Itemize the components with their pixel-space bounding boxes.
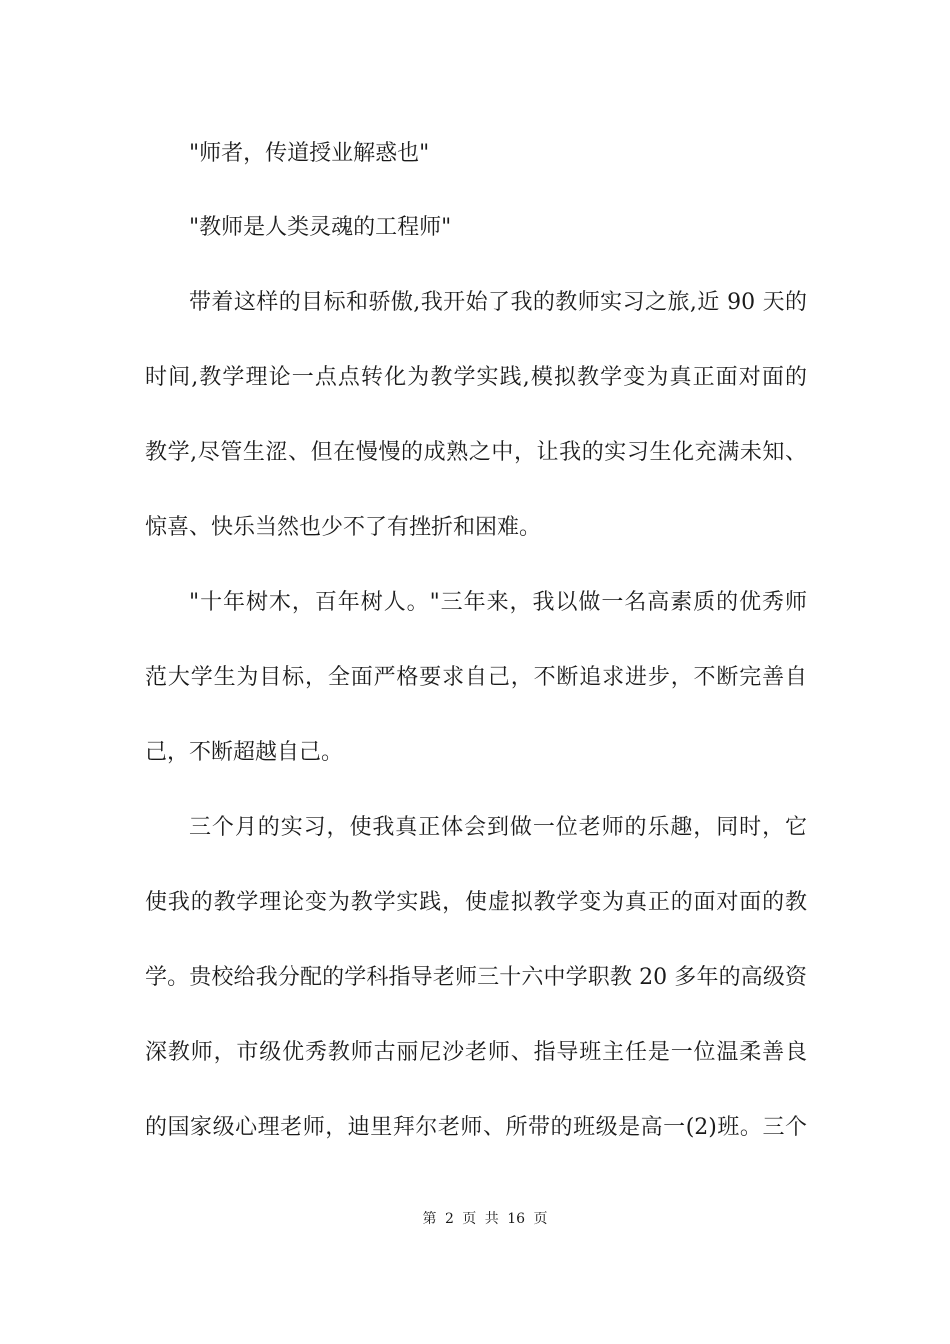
paragraph-line: 带着这样的目标和骄傲,我开始了我的教师实习之旅,近 90 天的 (189, 290, 807, 315)
paragraph-line: 己，不断超越自己。 (145, 740, 344, 765)
paragraph-line: 的国家级心理老师，迪里拜尔老师、所带的班级是高一(2)班。三个 (145, 1115, 807, 1140)
paragraph-line: 范大学生为目标，全面严格要求自己，不断追求进步，不断完善自 (145, 665, 807, 690)
quote-line: "教师是人类灵魂的工程师" (189, 215, 452, 240)
paragraph-line: 教学,尽管生涩、但在慢慢的成熟之中，让我的实习生化充满未知、 (145, 440, 807, 465)
paragraph-line: 三个月的实习，使我真正体会到做一位老师的乐趣，同时，它 (189, 815, 807, 840)
paragraph-line: 使我的教学理论变为教学实践，使虚拟教学变为真正的面对面的教 (145, 890, 807, 915)
quote-line: "师者，传道授业解惑也" (189, 141, 430, 166)
paragraph-line: 深教师，市级优秀教师古丽尼沙老师、指导班主任是一位温柔善良 (145, 1040, 807, 1065)
paragraph-line: 时间,教学理论一点点转化为教学实践,模拟教学变为真正面对面的 (145, 365, 807, 390)
paragraph-line: "十年树木，百年树人。"三年来，我以做一名高素质的优秀师 (189, 590, 807, 615)
paragraph-line: 惊喜、快乐当然也少不了有挫折和困难。 (145, 515, 542, 540)
paragraph-line: 学。贵校给我分配的学科指导老师三十六中学职教 20 多年的高级资 (145, 965, 807, 990)
page-number-footer: 第 2 页 共 16 页 (422, 1211, 548, 1227)
